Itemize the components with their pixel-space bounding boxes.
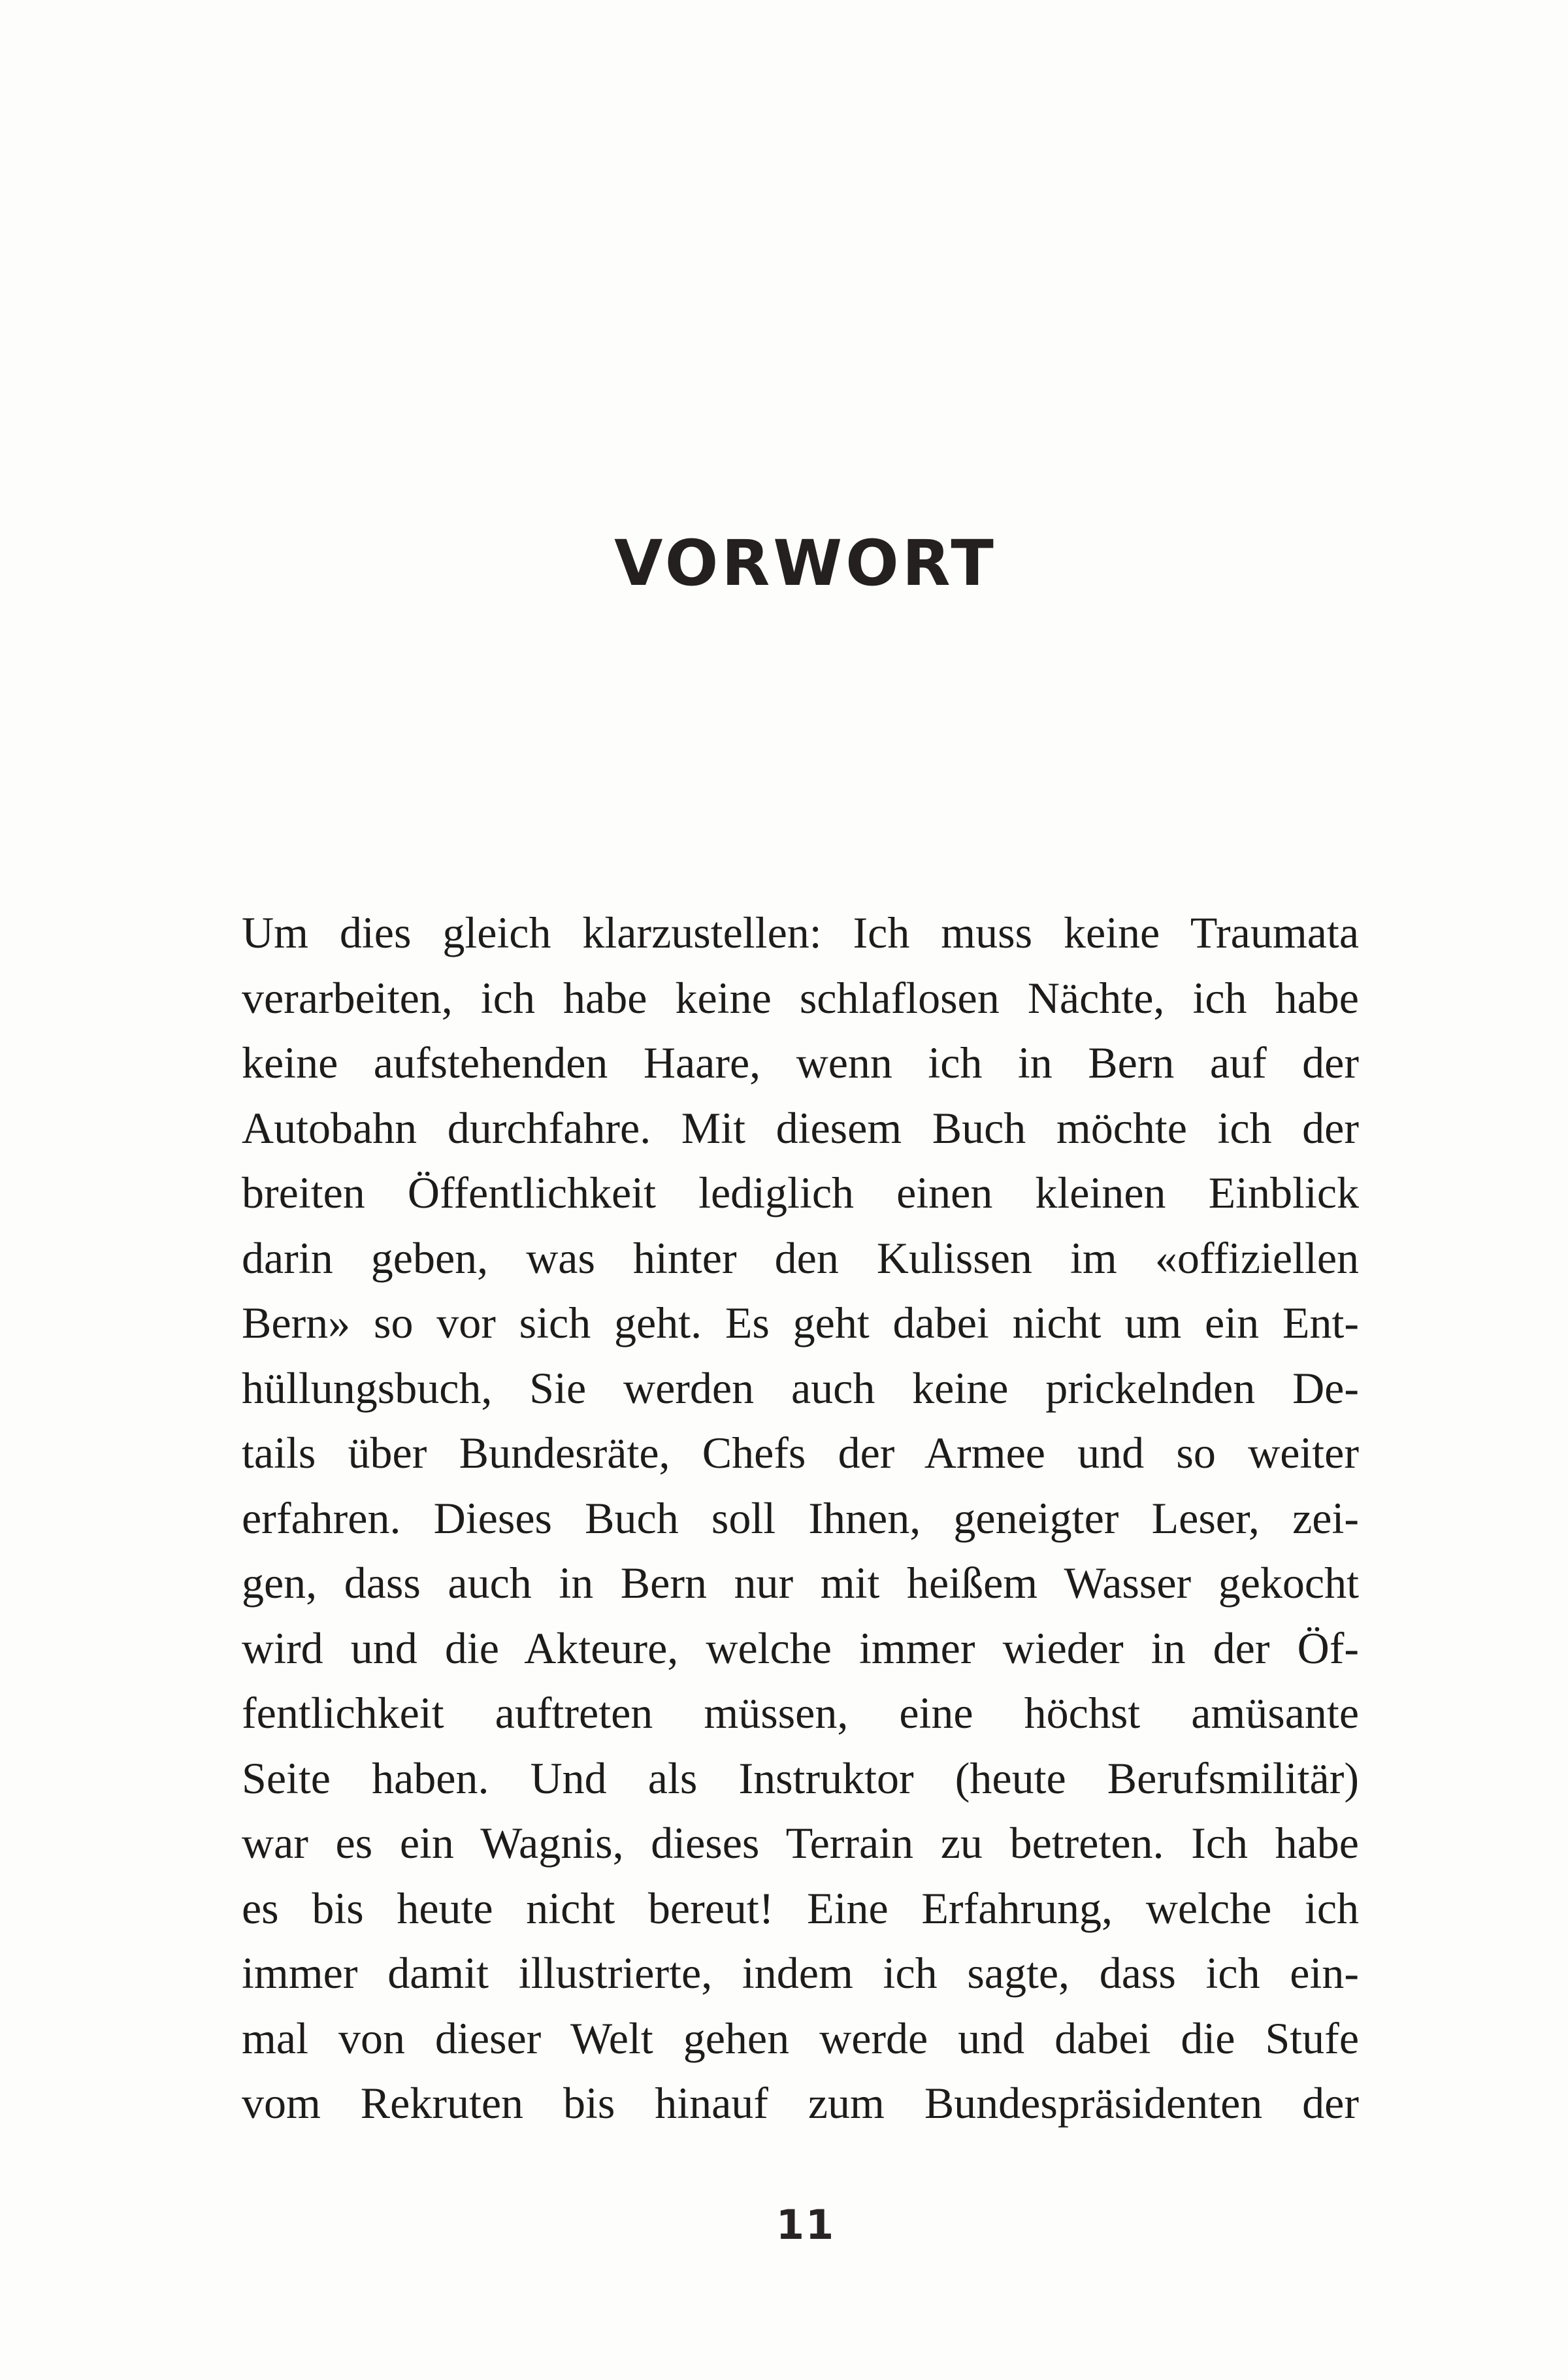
text-line: Seite haben. Und als Instruktor (heute Berufsmilitär) [242, 1753, 1359, 1803]
text-line: mal von dieser Welt gehen werde und dabei die Stufe [242, 2013, 1359, 2063]
chapter-title: VORWORT [614, 527, 997, 600]
text-line: darin geben, was hinter den Kulissen im «offiziellen [242, 1232, 1359, 1283]
body-paragraph [242, 901, 1359, 2136]
text-line: es bis heute nicht bereut! Eine Erfahrung, welche ich [242, 1883, 1359, 1933]
text-line: vom Rekruten bis hinauf zum Bundespräsidenten der [242, 2078, 1359, 2128]
text-line: erfahren. Dieses Buch soll Ihnen, geneigter Leser, zei- [242, 1493, 1359, 1543]
text-line: war es ein Wagnis, dieses Terrain zu betreten. Ich habe [242, 1818, 1359, 1868]
text-line: hüllungsbuch, Sie werden auch keine prickelnden De- [242, 1363, 1359, 1413]
text-line: immer damit illustrierte, indem ich sagte, dass ich ein- [242, 1948, 1359, 1998]
text-line: Um dies gleich klarzustellen: Ich muss keine Traumata [242, 908, 1359, 957]
text-line: verarbeiten, ich habe keine schlaflosen Nächte, ich habe [242, 972, 1359, 1023]
page-number: 11 [776, 2201, 836, 2249]
text-line: breiten Öffentlichkeit lediglich einen kleinen Einblick [242, 1168, 1359, 1217]
text-line: gen, dass auch in Bern nur mit heißem Wasser gekocht [242, 1558, 1359, 1608]
text-line: wird und die Akteure, welche immer wieder in der Öf- [242, 1623, 1359, 1673]
text-line: Bern» so vor sich geht. Es geht dabei nicht um ein Ent- [242, 1298, 1359, 1347]
text-line: keine aufstehenden Haare, wenn ich in Bern auf der [242, 1038, 1359, 1087]
text-line: Autobahn durchfahre. Mit diesem Buch möchte ich der [242, 1102, 1359, 1153]
text-line: tails über Bundesräte, Chefs der Armee und so weiter [242, 1428, 1359, 1478]
text-line: fentlichkeit auftreten müssen, eine höchst amüsante [242, 1688, 1359, 1738]
